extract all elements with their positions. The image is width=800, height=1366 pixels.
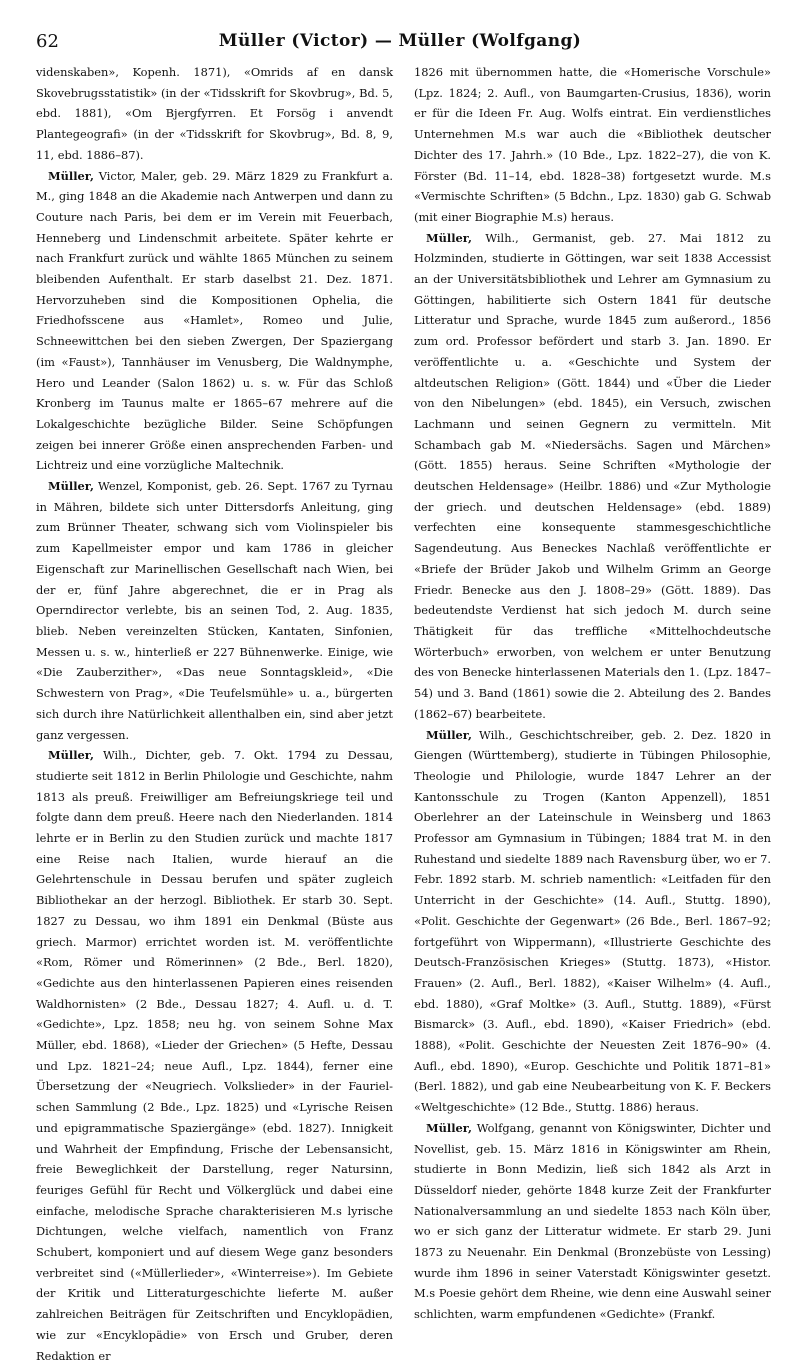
entry-text: Victor, Maler, geb. 29. März 1829 zu Frankfurt a. M., ging 1848 an die Akademie nach Antwerpen und dann zu Couture nach Paris, bei dem er im Verein mit Feuerbach, Henneberg und Lindenschmit arbeitete. Später kehrte er nach Frankfurt zurück und wählte 1865 München zu seinem bleibenden Aufenthalt. Er starb daselbst 21. Dez. 1871. Hervorzuheben sind die Kompositionen Ophelia, die Friedhofsscene aus «Hamlet», Romeo und Julie, Schneewittchen bei den sieben Zwergen, Der Spaziergang (im «Faust»), Tannhäuser im Venusberg, Die Waldnymphe, Hero und Leander (Salon 1862) u. s. w. Für das Schloß Kronberg im Taunus malte er 1865–67 mehrere auf die Lokalgeschichte bezügliche Bilder. Seine Schöpfungen zeigen bei innerer Größe einen ansprechenden Farben- und Lichtreiz und eine vorzügliche Maltechnik.	[36, 168, 393, 473]
entry-mueller-wolfgang	[414, 1118, 771, 1325]
entry-headword: Müller,	[426, 1120, 472, 1135]
right-column	[414, 62, 771, 1325]
entry-text: Wilh., Geschichtschreiber, geb. 2. Dez. 1820 in Giengen (Württemberg), studierte in Tübingen Philosophie, Theologie und Philologie, wurde 1847 Lehrer an der Kantonsschule zu Trogen (Kanton Appenzell), 1851 Oberlehrer an der Lateinschule in Weinsberg und 1863 Professor am Gymnasium in Tübingen; 1884 trat M. in den Ruhestand und siedelte 1889 nach Ravensburg über, wo er 7. Febr. 1892 starb. M. schrieb namentlich: «Leitfaden für den Unterricht in der Geschichte» (14. Aufl., Stuttg. 1890), «Polit. Geschichte der Gegenwart» (26 Bde., Berl. 1867–92; fortgeführt von Wippermann), «Illustrierte Geschichte des Deutsch-Französischen Krieges» (Stuttg. 1873), «Histor. Frauen» (2. Aufl., Berl. 1882), «Kaiser Wilhelm» (4. Aufl., ebd. 1880), «Graf Moltke» (3. Aufl., Stuttg. 1889), «Fürst Bismarck» (3. Aufl., ebd. 1890), «Kaiser Friedrich» (ebd. 1888), «Polit. Geschichte der Neuesten Zeit 1876–90» (4. Aufl., ebd. 1890), «Europ. Geschichte und Politik 1871–81» (Berl. 1882), und gab eine Neubearbeitung von K. F. Beckers «Weltgeschichte» (12 Bde., Stuttg. 1886) heraus.	[414, 727, 771, 1115]
entry-mueller-wilhelm-geschichtschreiber	[414, 725, 771, 1118]
entry-text: Wolfgang, genannt von Königswinter, Dichter und Novellist, geb. 15. März 1816 in Königswinter am Rhein, studierte in Bonn Medizin, ließ sich 1842 als Arzt in Düsseldorf nieder, gehörte 1848 kurze Zeit der Frankfurter Nationalversammlung an und siedelte 1853 nach Köln über, wo er sich ganz der Litteratur widmete. Er starb 29. Juni 1873 zu Neuenahr. Ein Denkmal (Bronzebüste von Lessing) wurde ihm 1896 in seiner Vaterstadt Königswinter gesetzt. M.s Poesie gehört dem Rheine, wie denn eine Auswahl seiner schlichten, warm empfundenen «Gedichte» (Frankf.	[414, 1120, 771, 1322]
entry-mueller-victor	[36, 166, 393, 477]
entry-mueller-wilhelm-dichter	[36, 745, 393, 1366]
page-number: 62	[36, 31, 59, 52]
running-title: Müller (Victor) — Müller (Wolfgang)	[218, 31, 582, 51]
entry-headword: Müller,	[48, 479, 94, 494]
page-header	[36, 31, 764, 55]
entry-headword: Müller,	[48, 168, 94, 183]
left-column	[36, 62, 393, 1366]
entry-headword: Müller,	[426, 230, 472, 245]
entry-text: Wilh., Dichter, geb. 7. Okt. 1794 zu Dessau, studierte seit 1812 in Berlin Philologie und Geschichte, nahm 1813 als preuß. Freiwilliger am Befreiungskriege teil und folgte dann dem preuß. Heere nach den Niederlanden. 1814 lehrte er in Berlin zu den Studien zurück und machte 1817 eine Reise nach Italien, wurde hierauf an die Gelehrtenschule in Dessau berufen und später zugleich Bibliothekar an der herzogl. Bibliothek. Er starb 30. Sept. 1827 zu Dessau, wo ihm 1891 ein Denkmal (Büste aus griech. Marmor) errichtet worden ist. M. veröffentlichte «Rom, Römer und Römerinnen» (2 Bde., Berl. 1820), «Gedichte aus den hinterlassenen Papieren eines reisenden Waldhornisten» (2 Bde., Dessau 1827; 4. Aufl. u. d. T. «Gedichte», Lpz. 1858; neu hg. von seinem Sohne Max Müller, ebd. 1868), «Lieder der Griechen» (5 Hefte, Dessau und Lpz. 1821–24; neue Aufl., Lpz. 1844), ferner eine Übersetzung der «Neugriech. Volkslieder» in der Fauriel-schen Sammlung (2 Bde., Lpz. 1825) und «Lyrische Reisen und epigrammatische Spaziergänge» (ebd. 1827). Innigkeit und Wahrheit der Empfindung, Frische der Lebensansicht, freie Beweglichkeit der Darstellung, reger Natursinn, feuriges Gefühl für Recht und Völkerglück und dabei eine einfache, melodische Sprache charakterisieren M.s lyrische Dichtungen, welche vielfach, namentlich von Franz Schubert, komponiert und auf diesem Wege ganz besonders verbreitet sind («Müllerlieder», «Winterreise»). Im Gebiete der Kritik und Litteraturgeschichte lieferte M. außer zahlreichen Beiträgen für Zeitschriften und Encyklopädien, wie zur «Encyklopädie» von Ersch und Gruber, deren Redaktion er	[36, 748, 393, 1363]
entry-mueller-wenzel	[36, 476, 393, 745]
entry-continuation: videnskaben», Kopenh. 1871), «Omrids af en dansk Skovebrugsstatistik» (in der «Tidsskrift for Skovbrug», Bd. 5, ebd. 1881), «Om Bjergfyrren. Et Forsög i anvendt Plantegeografi» (in der «Tidsskrift for Skovbrug», Bd. 8, 9, 11, ebd. 1886–87).	[36, 65, 393, 162]
entry-text: Wilh., Germanist, geb. 27. Mai 1812 zu Holzminden, studierte in Göttingen, war seit 1838 Accessist an der Universitätsbibliothek und Lehrer am Gymnasium zu Göttingen, habilitierte sich Ostern 1841 für deutsche Litteratur und Sprache, wurde 1845 zum außerord., 1856 zum ord. Professor befördert und starb 3. Jan. 1890. Er veröffentlichte u. a. «Geschichte und System der altdeutschen Religion» (Gött. 1844) und «Über die Lieder von den Nibelungen» (ebd. 1845), ein Versuch, zwischen Lachmann und seinen Gegnern zu vermitteln. Mit Schambach gab M. «Niedersächs. Sagen und Märchen» (Gött. 1855) heraus. Seine Schriften «Mythologie der deutschen Heldensage» (Heilbr. 1886) und «Zur Mythologie der griech. und deutschen Heldensage» (ebd. 1889) verfechten eine konsequente stammesgeschichtliche Sagendeutung. Aus Beneckes Nachlaß veröffentlichte er «Briefe der Brüder Jakob und Wilhelm Grimm an George Friedr. Benecke aus den J. 1808–29» (Gött. 1889). Das bedeutendste Verdienst hat sich jedoch M. durch seine Thätigkeit für das treffliche «Mittelhochdeutsche Wörterbuch» erworben, von welchem er unter Benutzung des von Benecke hinterlassenen Materials den 1. (Lpz. 1847–54) und 3. Band (1861) sowie die 2. Abteilung des 2. Bandes (1862–67) bearbeitete.	[414, 230, 771, 721]
entry-headword: Müller,	[426, 727, 472, 742]
entry-headword: Müller,	[48, 748, 94, 763]
entry-text: Wenzel, Komponist, geb. 26. Sept. 1767 zu Tyrnau in Mähren, bildete sich unter Dittersdorfs Anleitung, ging zum Brünner Theater, schwang sich vom Violinspieler bis zum Kapellmeister empor und kam 1786 in gleicher Eigenschaft zur Marinellischen Gesellschaft nach Wien, bei der er, fünf Jahre abgerechnet, die er in Prag als Operndirector verlebte, bis an seinen Tod, 2. Aug. 1835, blieb. Neben vereinzelten Stücken, Kantaten, Sinfonien, Messen u. s. w., hinterließ er 227 Bühnenwerke. Einige, wie «Die Zauberzither», «Das neue Sonntagskleid», «Die Schwestern von Prag», «Die Teufelsmühle» u. a., bürgerten sich durch ihre Natürlichkeit allenthalben ein, sind aber jetzt ganz vergessen.	[36, 479, 393, 742]
entry-continuation: 1826 mit übernommen hatte, die «Homerische Vorschule» (Lpz. 1824; 2. Aufl., von Baumgarten-Crusius, 1836), worin er für die Ideen Fr. Aug. Wolfs eintrat. Ein verdienstliches Unternehmen M.s war auch die «Bibliothek deutscher Dichter des 17. Jahrh.» (10 Bde., Lpz. 1822–27), die von K. Förster (Bd. 11–14, ebd. 1828–38) fortgesetzt wurde. M.s «Vermischte Schriften» (5 Bdchn., Lpz. 1830) gab G. Schwab (mit einer Biographie M.s) heraus.	[414, 65, 771, 224]
entry-mueller-wilhelm-germanist	[414, 228, 771, 725]
